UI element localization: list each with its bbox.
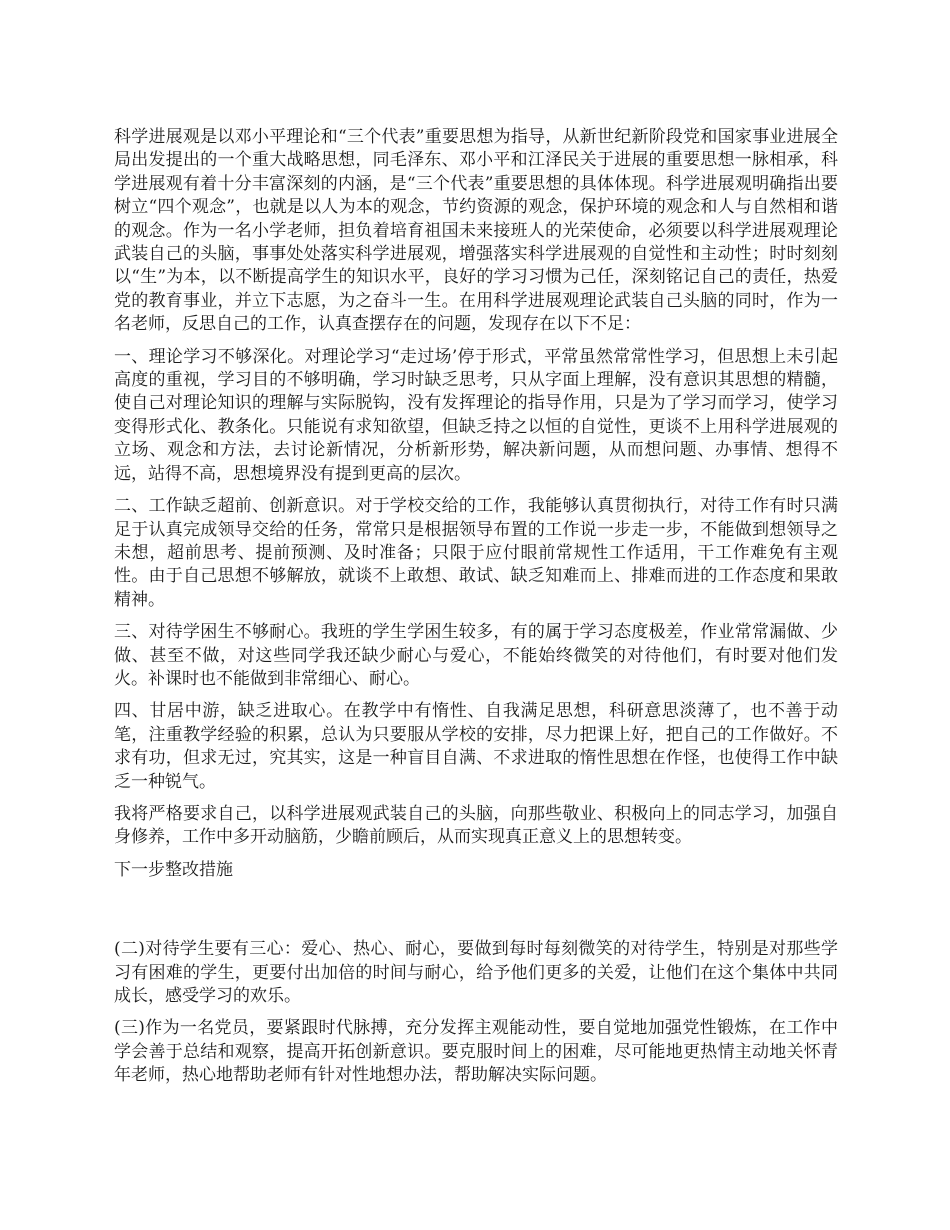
- issue-paragraph-4: 四、甘居中游，缺乏进取心。在教学中有惰性、自我满足思想，科研意思淡薄了，也不善于动笔，注重教学经验的积累，总认为只要服从学校的安排，尽力把课上好，把自己的工作做好。不求有功，但求无过，究其实，这是一种盲目自满、不求进取的惰性思想在作怪，也使得工作中缺乏一种锐气。: [114, 701, 838, 792]
- intro-paragraph: 科学进展观是以邓小平理论和“三个代表”重要思想为指导，从新世纪新阶段党和国家事业进展全局出发提出的一个重大战略思想，同毛泽东、邓小平和江泽民关于进展的重要思想一脉相承，科学进展观有着十分丰富深刻的内涵，是“三个代表”重要思想的具体体现。科学进展观明确指出要树立“四个观念”，也就是以人为本的观念，节约资源的观念，保护环境的观念和人与自然相和谐的观念。作为一名小学老师，担负着培育祖国未来接班人的光荣使命，必须要以科学进展观理论武装自己的头脑，事事处处落实科学进展观，增强落实科学进展观的自觉性和主动性；时时刻刻以“生”为本，以不断提高学生的知识水平，良好的学习习惯为己任，深刻铭记自己的责任，热爱党的教育事业，并立下志愿，为之奋斗一生。在用科学进展观理论武装自己头脑的同时，作为一名老师，反思自己的工作，认真查摆存在的问题，发现存在以下不足：: [114, 127, 838, 335]
- issue-paragraph-3: 三、对待学困生不够耐心。我班的学生学困生较多，有的属于学习态度极差，作业常常漏做、少做、甚至不做，对这些同学我还缺少耐心与爱心，不能始终微笑的对待他们，有时要对他们发火。补课时也不能做到非常细心、耐心。: [114, 622, 838, 689]
- measure-paragraph-3: (三)作为一名党员，要紧跟时代脉搏，充分发挥主观能动性，要自觉地加强党性锻炼，在工作中学会善于总结和观察，提高开拓创新意识。要克服时间上的困难，尽可能地更热情主动地关怀青年老师，热心地帮助老师有针对性地想办法，帮助解决实际问题。: [114, 1018, 838, 1086]
- measure-paragraph-2: (二)对待学生要有三心：爱心、热心、耐心，要做到每时每刻微笑的对待学生，特别是对那些学习有困难的学生，更要付出加倍的时间与耐心，给予他们更多的关爱，让他们在这个集体中共同成长，感受学习的欢乐。: [114, 939, 838, 1006]
- commitment-paragraph: 我将严格要求自己，以科学进展观武装自己的头脑，向那些敬业、积极向上的同志学习，加强自身修养，工作中多开动脑筋，少瞻前顾后，从而实现真正意义上的思想转变。: [114, 803, 838, 848]
- issue-paragraph-2: 二、工作缺乏超前、创新意识。对于学校交给的工作，我能够认真贯彻执行，对待工作有时只满足于认真完成领导交给的任务，常常只是根据领导布置的工作说一步走一步，不能做到想领导之未想，超前思考、提前预测、及时准备；只限于应付眼前常规性工作适用，干工作难免有主观性。由于自己思想不够解放，就谈不上敢想、敢试、缺乏知难而上、排难而进的工作态度和果敢精神。: [114, 496, 838, 610]
- section-gap: [114, 882, 838, 938]
- issue-paragraph-1: 一、理论学习不够深化。对理论学习“走过场’停于形式，平常虽然常常性学习，但思想上未引起高度的重视，学习目的不够明确，学习时缺乏思考，只从字面上理解，没有意识其思想的精髓，使自己对理论知识的理解与实际脱钩，没有发挥理论的指导作用，只是为了学习而学习，使学习变得形式化、教条化。只能说有求知欲望，但缺乏持之以恒的自觉性，更谈不上用科学进展观的立场、观念和方法，去讨论新情况，分析新形势，解决新问题，从而想问题、办事情、想得不远，站得不高，思想境界没有提到更高的层次。: [114, 346, 838, 484]
- document-body: [114, 126, 838, 1097]
- section-heading: 下一步整改措施: [114, 859, 233, 880]
